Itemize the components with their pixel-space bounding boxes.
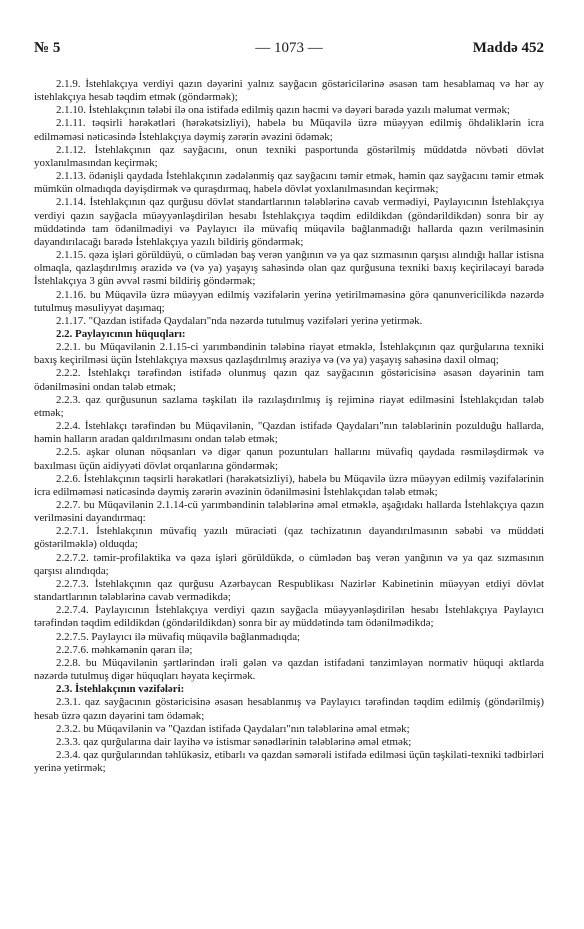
clause-paragraph: 2.2.3. qaz qurğusunun sazlama təşkilatı ilə razılaşdırılmış iş rejiminə riayət edilməsini İstehlakçıdan tələb etmək; xyxy=(34,393,544,419)
issue-number: № 5 xyxy=(34,40,61,56)
page-number: — 1073 — xyxy=(255,40,323,56)
clause-paragraph: 2.1.9. İstehlakçıya verdiyi qazın dəyərini yalnız sayğacın göstəricilərinə əsasən tam hesablamaq və hər ay istehlakçıya hesab təqdim etmək (göndərmək); xyxy=(34,78,544,104)
clause-paragraph: 2.3.1. qaz sayğacının göstəricisinə əsasən hesablanmış və Paylayıcı tərəfindən təqdim edilmiş (göndərilmiş) hesab üzrə qazın dəyərini tam ödəmək; xyxy=(34,696,544,722)
clause-paragraph: 2.2.7. bu Müqavilənin 2.1.14-cü yarımbəndinin tələblərinə əməl etməklə, aşağıdakı hallarda İstehlakçıya qazın verilməsini dayandırmaq: xyxy=(34,499,544,525)
clause-paragraph: 2.3.4. qaz qurğularından təhlükəsiz, etibarlı və qazdan səmərəli istifadə edilməsi üçün təşkilati-texniki tədbirləri yerinə yetirmək; xyxy=(34,748,544,775)
clause-paragraph: 2.2.4. İstehlakçı tərəfindən bu Müqavilənin, "Qazdan istifadə Qaydaları"nın tələblərinin pozulduğu hallarda, həmin halların aradan qaldırılmasını ondan tələb etmək; xyxy=(34,420,544,446)
article-number: Maddə 452 xyxy=(472,40,544,56)
clause-paragraph: 2.2.7.2. təmir-profilaktika və qəza işləri görüldükdə, o cümlədən baş verən yanğının və ya qaz sızmasının qarşısı alındıqda; xyxy=(34,551,544,577)
clause-paragraph: 2.2.7.6. məhkəmənin qərarı ilə; xyxy=(56,643,193,656)
clause-paragraph: 2.1.14. İstehlakçının qaz qurğusu dövlət standartlarının tələblərinə cavab vermədiyi, Paylayıcının İstehlakçıya verdiyi qazın sayğacla müəyyənləşdirilən hesabı İstehlakçıya təqdim edildikdən (göndərildikdən) sonra bir ay müddətində tam ödənilmədiyi və Paylayıcı ilə müvafiq müqavilə bağlanmadığı hallarda qazın verilməsinin dayandırılacağı barədə İstehlakçıya yazılı bildiriş göndərmək; xyxy=(34,196,544,248)
page-header xyxy=(34,40,544,58)
clause-paragraph: 2.2.8. bu Müqavilənin şərtlərindən irəli gələn və qazdan istifadəni tənzimləyən normativ hüquqi aktlarda nəzərdə tutulmuş digər hüquqları həyata keçirmək. xyxy=(34,656,544,683)
clause-paragraph: 2.1.12. İstehlakçının qaz sayğacını, onun texniki pasportunda göstərilmiş müddətdə növbəti dövlət yoxlanılmasından keçirmək; xyxy=(34,143,544,169)
clause-paragraph: 2.2.2. İstehlakçı tərəfindən istifadə olunmuş qazın qaz sayğacının göstəricisinə əsasən dəyərinin tam ödənilməsini ondan tələb etmək; xyxy=(34,367,544,393)
clause-paragraph: 2.2.7.4. Paylayıcının İstehlakçıya verdiyi qazın sayğacla müəyyənləşdirilən hesabı İstehlakçıya Paylayıcı tərəfindən təqdim edildikdən (göndərildikdən) sonra bir ay müddətində tam ödənilmədikdə; xyxy=(34,604,544,630)
clause-paragraph: 2.2.6. İstehlakçının təqsirli hərəkətləri (hərəkətsizliyi), habelə bu Müqavilə üzrə müəyyən edilmiş vəzifələrinin icra edilməməsi nəticəsində dəymiş zərərin əvəzinin ödənilməsini İstehlakçıdan tələb etmək; xyxy=(34,472,544,498)
clause-paragraph: 2.3.3. qaz qurğularına dair layihə və istismar sənədlərinin tələblərinə əməl etmək; xyxy=(56,735,412,748)
clause-paragraph: 2.1.16. bu Müqavilə üzrə müəyyən edilmiş vəzifələrin yerinə yetirilməməsinə görə qanunvericilikdə nəzərdə tutulmuş məsuliyyət daşımaq; xyxy=(34,288,544,314)
clause-paragraph: 2.2.7.3. İstehlakçının qaz qurğusu Azərbaycan Respublikası Nazirlər Kabinetinin müəyyən etdiyi dövlət standartlarının tələblərinə cavab vermədikdə; xyxy=(34,577,544,604)
clause-paragraph: 2.1.13. ödənişli qaydada İstehlakçının zədələnmiş qaz sayğacını təmir etmək, həmin qaz sayğacını təmir etmək mümkün olmadıqda dəyişdirmək və quraşdırmaq, habelə dövlət yoxlanılmasından keçirmək; xyxy=(34,170,544,196)
clause-paragraph: 2.2.7.1. İstehlakçının müvafiq yazılı müraciəti (qaz təchizatının dayandırılmasının səbəbi və müddəti göstərilməklə) olduqda; xyxy=(34,525,544,551)
clause-paragraph: 2.2.7.5. Paylayıcı ilə müvafiq müqavilə bağlanmadıqda; xyxy=(56,630,301,643)
document-body xyxy=(34,78,544,775)
clause-paragraph: 2.1.10. İstehlakçının tələbi ilə ona istifadə edilmiş qazın həcmi və dəyəri barədə yazılı məlumat vermək; xyxy=(56,104,510,117)
clause-paragraph: 2.1.17. "Qazdan istifadə Qaydaları"nda nəzərdə tutulmuş vəzifələri yerinə yetirmək. xyxy=(56,314,423,327)
clause-paragraph: 2.1.11. təqsirli hərəkətləri (hərəkətsizliyi), habelə bu Müqavilə üzrə müəyyən edilmiş öhdəliklərin icra edilməməsi nəticəsində İstehlakçıya dəymiş zərərin əvəzini ödəmək; xyxy=(34,117,544,143)
section-heading: 2.3. İstehlakçının vəzifələri: xyxy=(56,683,185,696)
section-heading: 2.2. Paylayıcının hüquqları: xyxy=(56,327,186,340)
clause-paragraph: 2.3.2. bu Müqavilənin və "Qazdan istifadə Qaydaları"nın tələblərinə əməl etmək; xyxy=(56,722,410,735)
clause-paragraph: 2.1.15. qəza işləri görüldüyü, o cümlədən baş verən yanğının və ya qaz sızmasının qarşısı alındığı hallar istisna olmaqla, qazlaşdırılmış ərazidə və (və ya) yaşayış sahəsində olan qaz qurğusuna texniki baxış keçiriləcəyi barədə İstehlakçıya 3 gün əvvəl rəsmi bildiriş göndərmək; xyxy=(34,249,544,288)
clause-paragraph: 2.2.1. bu Müqavilənin 2.1.15-ci yarımbəndinin tələbinə riayət etməklə, İstehlakçının qaz qurğularına texniki baxış keçirilməsi üçün İstehlakçıya məxsus qazlaşdırılmış əraziyə və (və ya) yaşayış sahəsinə daxil olmaq; xyxy=(34,341,544,367)
clause-paragraph: 2.2.5. aşkar olunan nöqsanları və digər qanun pozuntuları hallarını müvafiq qaydada rəsmiləşdirmək və baxılması üçün aidiyyəti dövlət orqanlarına göndərmək; xyxy=(34,446,544,472)
